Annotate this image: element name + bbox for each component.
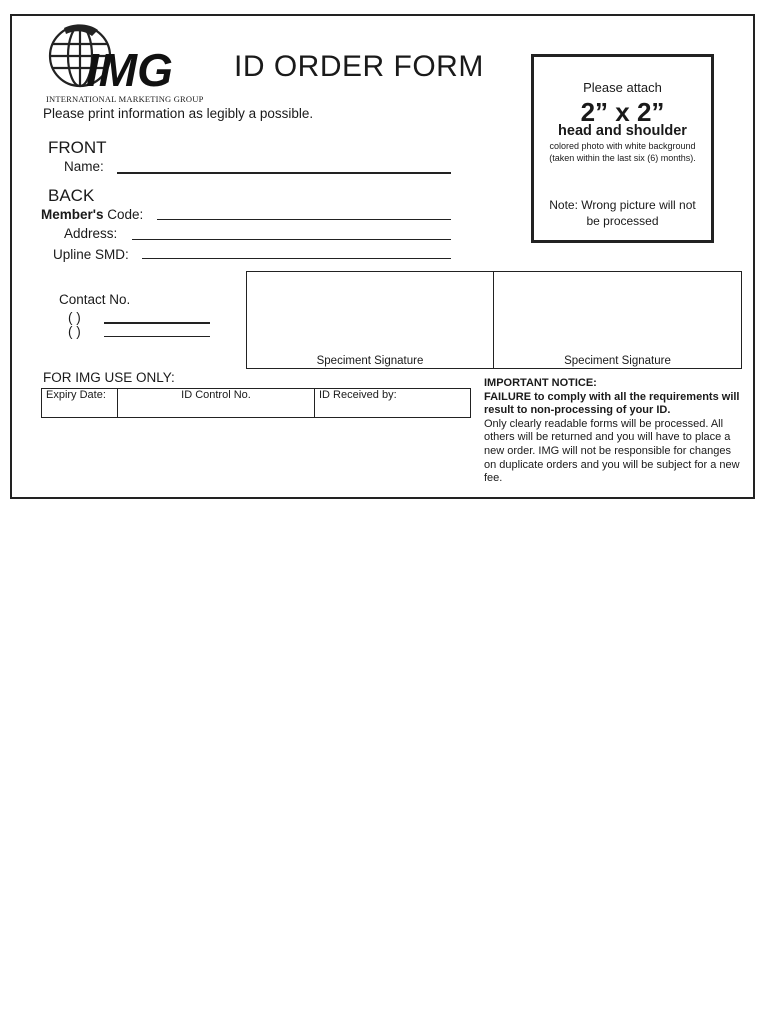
specimen-signature-box-1[interactable] — [246, 271, 494, 369]
photo-size: 2” x 2” — [580, 97, 665, 127]
upline-smd-field[interactable] — [142, 258, 451, 259]
specimen-signature-label-2: Speciment Signature — [564, 355, 671, 367]
expiry-date-cell: Expiry Date: — [42, 389, 118, 417]
img-use-table — [41, 388, 471, 418]
name-field[interactable] — [117, 172, 451, 174]
contact-no-label: Contact No. — [59, 292, 131, 307]
img-globe-logo — [46, 22, 226, 104]
photo-note: Note: Wrong picture will not be processed — [549, 198, 696, 228]
notice-warning: FAILURE to comply with all the requirements will result to non-processing of your ID. — [484, 390, 740, 417]
id-control-no-cell: ID Control No. — [118, 389, 315, 417]
member-code-field[interactable] — [157, 219, 451, 220]
notice-heading: IMPORTANT NOTICE: — [484, 377, 597, 389]
photo-detail: colored photo with white background (taken within the last six (6) months). — [549, 141, 696, 163]
name-label: Name: — [64, 159, 104, 174]
logo-caption: INTERNATIONAL MARKETING GROUP — [46, 94, 204, 104]
back-section-heading: BACK — [48, 186, 95, 205]
photo-subject: head and shoulder — [558, 123, 687, 139]
member-code-label: Member's Code: — [41, 207, 144, 222]
contact-paren-1: ( ) — [68, 310, 81, 325]
notice-body: Only clearly readable forms will be processed. All others will be returned and you will have to place a new order. IMG will not be responsible for changes on duplicate orders and you will be subject for a new fee. — [484, 417, 740, 485]
photo-attach-label: Please attach — [583, 80, 662, 95]
svg-text:IMG: IMG — [86, 44, 173, 96]
photo-attach-box — [531, 54, 714, 243]
id-received-by-cell: ID Received by: — [319, 389, 397, 401]
contact-field-1[interactable] — [104, 322, 210, 324]
upline-smd-label: Upline SMD: — [53, 247, 129, 262]
front-section-heading: FRONT — [48, 138, 107, 157]
img-use-heading: FOR IMG USE ONLY: — [43, 370, 175, 385]
important-notice — [484, 377, 746, 486]
specimen-signature-label-1: Speciment Signature — [316, 355, 424, 367]
instruction-text: Please print information as legibly a possible. — [43, 106, 314, 121]
address-field[interactable] — [132, 239, 451, 240]
specimen-signature-box-2[interactable] — [493, 271, 742, 369]
address-label: Address: — [64, 226, 118, 241]
form-title: ID ORDER FORM — [234, 50, 484, 83]
contact-field-2[interactable] — [104, 336, 210, 337]
contact-paren-2: ( ) — [68, 324, 81, 339]
